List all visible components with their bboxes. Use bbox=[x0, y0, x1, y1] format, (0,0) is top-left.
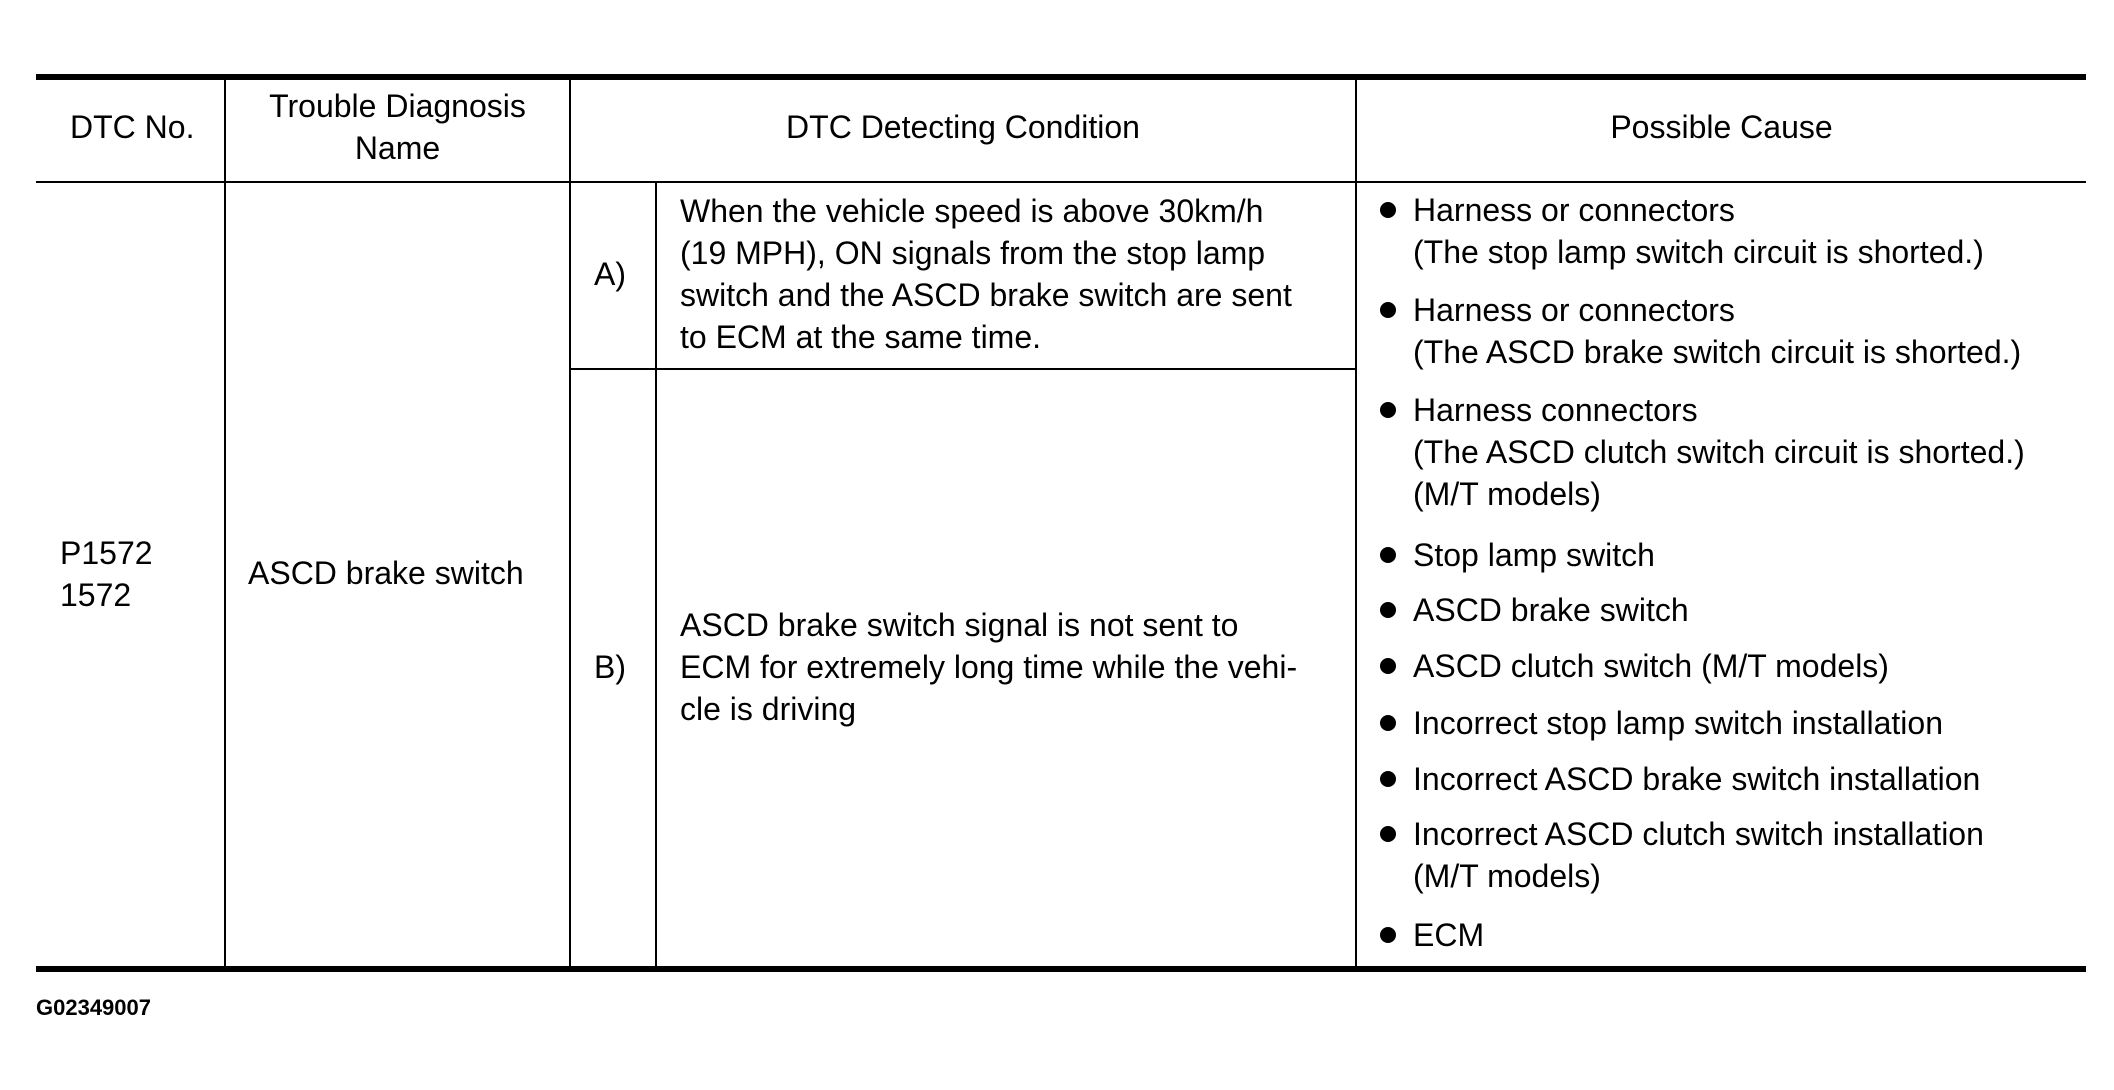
column-divider-2 bbox=[569, 78, 571, 968]
cause-text: Harness or connectors (The stop lamp switch circuit is shorted.) bbox=[1413, 192, 1984, 270]
header-divider bbox=[36, 181, 2086, 183]
bullet-icon bbox=[1380, 547, 1396, 563]
bullet-icon bbox=[1380, 402, 1396, 418]
bullet-icon bbox=[1380, 826, 1396, 842]
cause-text: ECM bbox=[1413, 917, 1485, 953]
column-divider-1 bbox=[224, 78, 226, 968]
header-possible-cause: Possible Cause bbox=[1610, 109, 1833, 145]
condition-a-label: A) bbox=[594, 256, 626, 292]
bullet-icon bbox=[1380, 202, 1396, 218]
cause-text: Harness or connectors (The ASCD brake switch circuit is shorted.) bbox=[1413, 292, 2022, 370]
condition-b-text: ASCD brake switch signal is not sent to ECM for extremely long time while the vehi- cle is driving bbox=[680, 607, 1298, 727]
bullet-icon bbox=[1380, 927, 1396, 943]
cause-text: Incorrect stop lamp switch installation bbox=[1413, 705, 1943, 741]
condition-label-divider bbox=[655, 182, 657, 968]
trouble-diagnosis-name: ASCD brake switch bbox=[248, 555, 524, 591]
cause-text: ASCD clutch switch (M/T models) bbox=[1413, 648, 1889, 684]
figure-id: G02349007 bbox=[36, 995, 151, 1020]
table-bottom-rule bbox=[36, 966, 2086, 972]
table-top-rule bbox=[36, 74, 2086, 80]
bullet-icon bbox=[1380, 602, 1396, 618]
header-dtc-detecting-condition: DTC Detecting Condition bbox=[786, 109, 1140, 145]
condition-b-label: B) bbox=[594, 649, 626, 685]
bullet-icon bbox=[1380, 658, 1396, 674]
cause-text: Incorrect ASCD clutch switch installation (M/T models) bbox=[1413, 816, 1984, 894]
bullet-icon bbox=[1380, 302, 1396, 318]
dtc-number: P1572 1572 bbox=[60, 535, 153, 613]
cause-text: ASCD brake switch bbox=[1413, 592, 1689, 628]
header-trouble-diagnosis-name: Trouble Diagnosis Name bbox=[269, 88, 526, 166]
condition-a-text: When the vehicle speed is above 30km/h (19 MPH), ON signals from the stop lamp switch and the ASCD brake switch are sent to ECM at the same time. bbox=[680, 193, 1292, 355]
cause-text: Stop lamp switch bbox=[1413, 537, 1655, 573]
cause-text: Harness connectors (The ASCD clutch switch circuit is shorted.) (M/T models) bbox=[1413, 392, 2025, 512]
bullet-icon bbox=[1380, 715, 1396, 731]
column-divider-3 bbox=[1355, 78, 1357, 968]
cause-text: Incorrect ASCD brake switch installation bbox=[1413, 761, 1981, 797]
header-dtc-no: DTC No. bbox=[70, 109, 195, 145]
bullet-icon bbox=[1380, 771, 1396, 787]
condition-divider bbox=[571, 368, 1355, 370]
